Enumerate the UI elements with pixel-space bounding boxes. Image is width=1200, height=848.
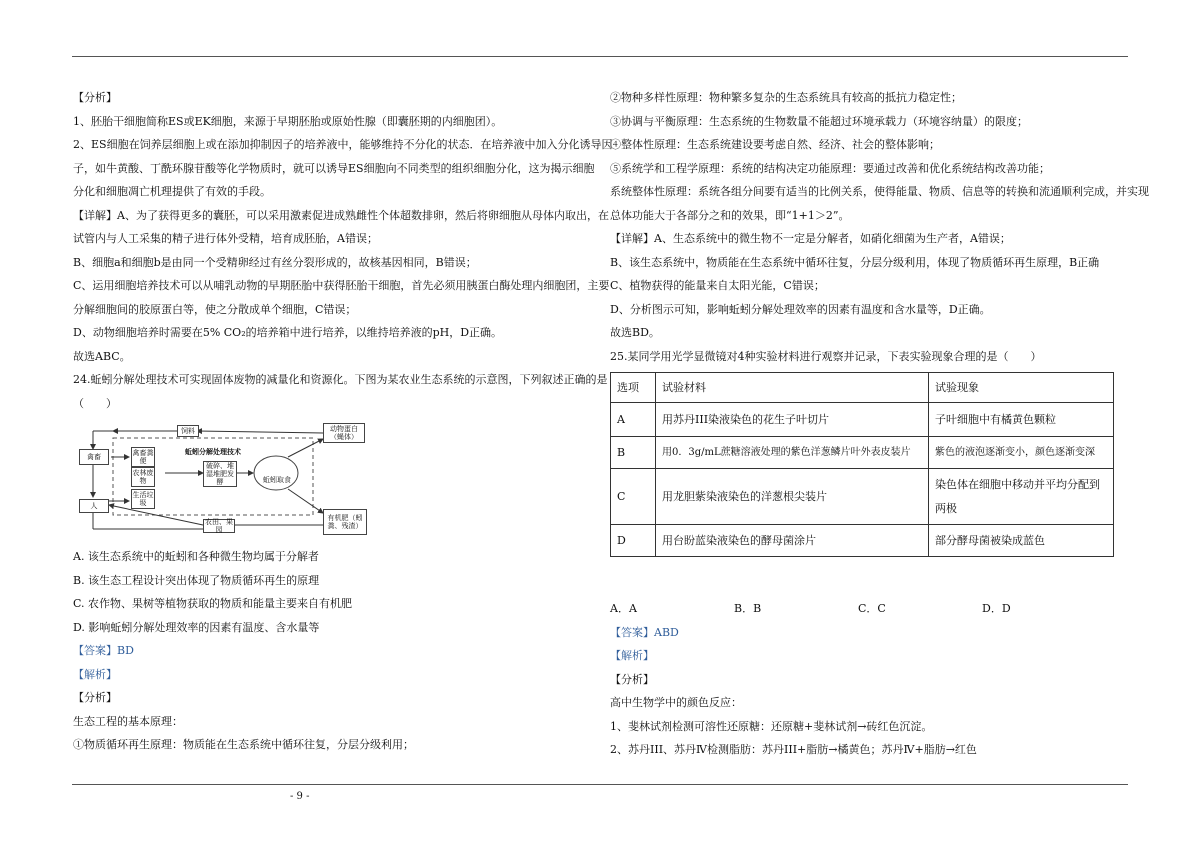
- text-line: 分化和细胞凋亡机理提供了有效的手段。: [73, 185, 271, 198]
- table-cell: D: [611, 525, 656, 557]
- text-line: C、植物获得的能量来自太阳光能，C错误；: [610, 279, 825, 292]
- table-cell: 用0．3g/mL蔗糖溶液处理的紫色洋葱鳞片叶外表皮装片: [656, 437, 929, 469]
- text-line: 子，如牛黄酸、丁酰环腺苷酸等化学物质时，就可以诱导ES细胞向不同类型的组织细胞分化，这为揭示细胞: [73, 161, 595, 175]
- text-line: 【分析】: [73, 91, 117, 104]
- right-column: [610, 86, 1149, 762]
- top-rule: [72, 56, 1128, 57]
- choice-a: A．A: [610, 602, 637, 615]
- text-line: ②物种多样性原理：物种繁多复杂的生态系统具有较高的抵抗力稳定性；: [610, 91, 962, 104]
- livestock-box: 禽畜: [79, 449, 109, 465]
- option-b: B. 该生态工程设计突出体现了物质循环再生的原理: [73, 573, 320, 587]
- text-line: ④整体性原理：生态系统建设要考虑自然、经济、社会的整体影响；: [610, 138, 940, 151]
- text-line: ⑤系统学和工程学原理：系统的结构决定功能原理：要通过改善和优化系统结构改善功能；: [610, 161, 1050, 175]
- farm-waste-box: 农林废物: [132, 469, 154, 485]
- text-line: ③协调与平衡原理：生态系统的生物数量不能超过环境承载力（环境容纳量）的限度；: [610, 114, 1028, 128]
- option-a: A. 该生态系统中的蚯蚓和各种微生物均属于分解者: [73, 550, 319, 563]
- text-line: 系统整体性原理：系统各组分间要有适当的比例关系，使得能量、物质、信息等的转换和流通顺利完成，并实现: [610, 185, 1149, 198]
- text-line: 1、斐林试剂检测可溶性还原糖：还原糖+斐林试剂→砖红色沉淀。: [610, 719, 933, 733]
- text-line: B、该生态系统中，物质能在生态系统中循环往复，分层分级利用，体现了物质循环再生原理，B正确: [610, 255, 1100, 269]
- table-row: [611, 469, 1114, 525]
- table-cell: 用台盼蓝染液染色的酵母菌涂片: [656, 525, 929, 557]
- option-d: D. 影响蚯蚓分解处理效率的因素有温度、含水量等: [73, 620, 320, 634]
- organic-fertilizer-box: 有机肥（蚓粪、残渣）: [323, 509, 367, 535]
- answer-choices: [610, 597, 1130, 621]
- bottom-rule: [72, 784, 1128, 785]
- text-line: 【详解】A、生态系统中的微生物不一定是分解者，如硝化细菌为生产者，A错误；: [610, 232, 1011, 245]
- table-row: [611, 437, 1114, 469]
- jiexi-label: 【解析】: [610, 649, 654, 662]
- text-line: 高中生物学中的颜色反应：: [610, 696, 742, 709]
- text-line: 总体功能大于各部分之和的效果，即“1+1＞2”。: [610, 208, 850, 222]
- animal-protein-box: 动物蛋白（蝇体）: [323, 423, 365, 443]
- fenxi-label: 【分析】: [610, 672, 654, 686]
- text-line: 2、ES细胞在饲养层细胞上或在添加抑制因子的培养液中，能够维持不分化的状态．在培养液中加入分化诱导因: [73, 138, 613, 151]
- table-cell: B: [611, 437, 656, 469]
- jiexi-label: 【解析】: [73, 667, 117, 681]
- farmland-box: 农田、果园: [205, 518, 233, 534]
- question-24-stem: 24.蚯蚓分解处理技术可实现固体废物的减量化和资源化。下图为某农业生态系统的示意图，下列叙述正确的是: [73, 373, 608, 386]
- left-column: [73, 86, 613, 757]
- text-line: D、动物细胞培养时需要在5% CO₂的培养箱中进行培养，以维持培养液的pH，D正确。: [73, 326, 503, 339]
- table-cell: 部分酵母菌被染成蓝色: [929, 525, 1114, 557]
- text-line: 试管内与人工采集的精子进行体外受精，培育成胚胎，A错误；: [73, 232, 378, 245]
- text-line: C、运用细胞培养技术可以从哺乳动物的早期胚胎中获得胚胎干细胞，首先必须用胰蛋白酶处理内细胞团，主要: [73, 279, 610, 292]
- feed-box: 饲料: [177, 425, 199, 437]
- process-box: 破碎、堆湿堆肥发酵: [203, 461, 237, 487]
- text-line: 分解细胞间的胶原蛋白等，使之分散成单个细胞，C错误；: [73, 302, 357, 316]
- fenxi-label: 【分析】: [73, 691, 117, 704]
- text-line: 故选BD。: [610, 326, 660, 339]
- table-header-row: [611, 373, 1114, 403]
- text-line: 生态工程的基本原理：: [73, 714, 183, 728]
- earthworm-label: 蚯蚓取食: [263, 476, 291, 484]
- human-box: 人: [79, 499, 109, 513]
- choice-d: D．D: [982, 602, 1011, 615]
- table-cell: A: [611, 403, 656, 437]
- eco-system-diagram: [73, 421, 373, 541]
- text-line: 【详解】A、为了获得更多的囊胚，可以采用激素促进成熟雌性个体超数排卵，然后将卵细胞从母体内取出，在: [73, 208, 609, 222]
- text-line: ①物质循环再生原理：物质能在生态系统中循环往复，分层分级利用；: [73, 738, 414, 751]
- answer-label: 【答案】BD: [73, 644, 134, 657]
- table-cell: 用苏丹III染液染色的花生子叶切片: [656, 403, 929, 437]
- option-c: C. 农作物、果树等植物获取的物质和能量主要来自有机肥: [73, 597, 353, 610]
- table-cell: C: [611, 469, 656, 525]
- text-line: 1、胚胎干细胞简称ES或EK细胞，来源于早期胚胎或原始性腺（即囊胚期的内细胞团）。: [73, 114, 503, 128]
- table-header: 选项: [611, 373, 656, 403]
- question-25-stem: 25.某同学用光学显微镜对4种实验材料进行观察并记录，下表实验现象合理的是（ ）: [610, 349, 1042, 363]
- table-row: [611, 525, 1114, 557]
- choice-b: B．B: [734, 602, 762, 615]
- table-header: 试验现象: [929, 373, 1114, 403]
- table-row: [611, 403, 1114, 437]
- tech-title: 蚯蚓分解处理技术: [185, 447, 241, 456]
- table-header: 试验材料: [656, 373, 929, 403]
- text-line: 2、苏丹III、苏丹Ⅳ检测脂肪：苏丹III+脂肪→橘黄色；苏丹Ⅳ+脂肪→红色: [610, 743, 977, 756]
- table-cell: 紫色的液泡逐渐变小，颜色逐渐变深: [929, 437, 1114, 469]
- experiment-table: [610, 372, 1114, 557]
- table-cell: 子叶细胞中有橘黄色颗粒: [929, 403, 1114, 437]
- life-waste-box: 生活垃圾: [132, 491, 154, 507]
- question-24-bracket: （ ）: [73, 396, 117, 410]
- answer-label: 【答案】ABD: [610, 625, 679, 639]
- livestock-manure-box: 禽畜粪便: [132, 449, 154, 465]
- text-line: 故选ABC。: [73, 349, 131, 363]
- choice-c: C．C: [858, 602, 886, 615]
- table-cell: 用龙胆紫染液染色的洋葱根尖装片: [656, 469, 929, 525]
- text-line: B、细胞a和细胞b是由同一个受精卵经过有丝分裂形成的，故核基因相同，B错误；: [73, 255, 477, 269]
- page-number: - 9 -: [290, 791, 310, 802]
- text-line: D、分析图示可知，影响蚯蚓分解处理效率的因素有温度和含水量等，D正确。: [610, 302, 991, 316]
- table-cell: 染色体在细胞中移动并平均分配到两极: [929, 469, 1114, 525]
